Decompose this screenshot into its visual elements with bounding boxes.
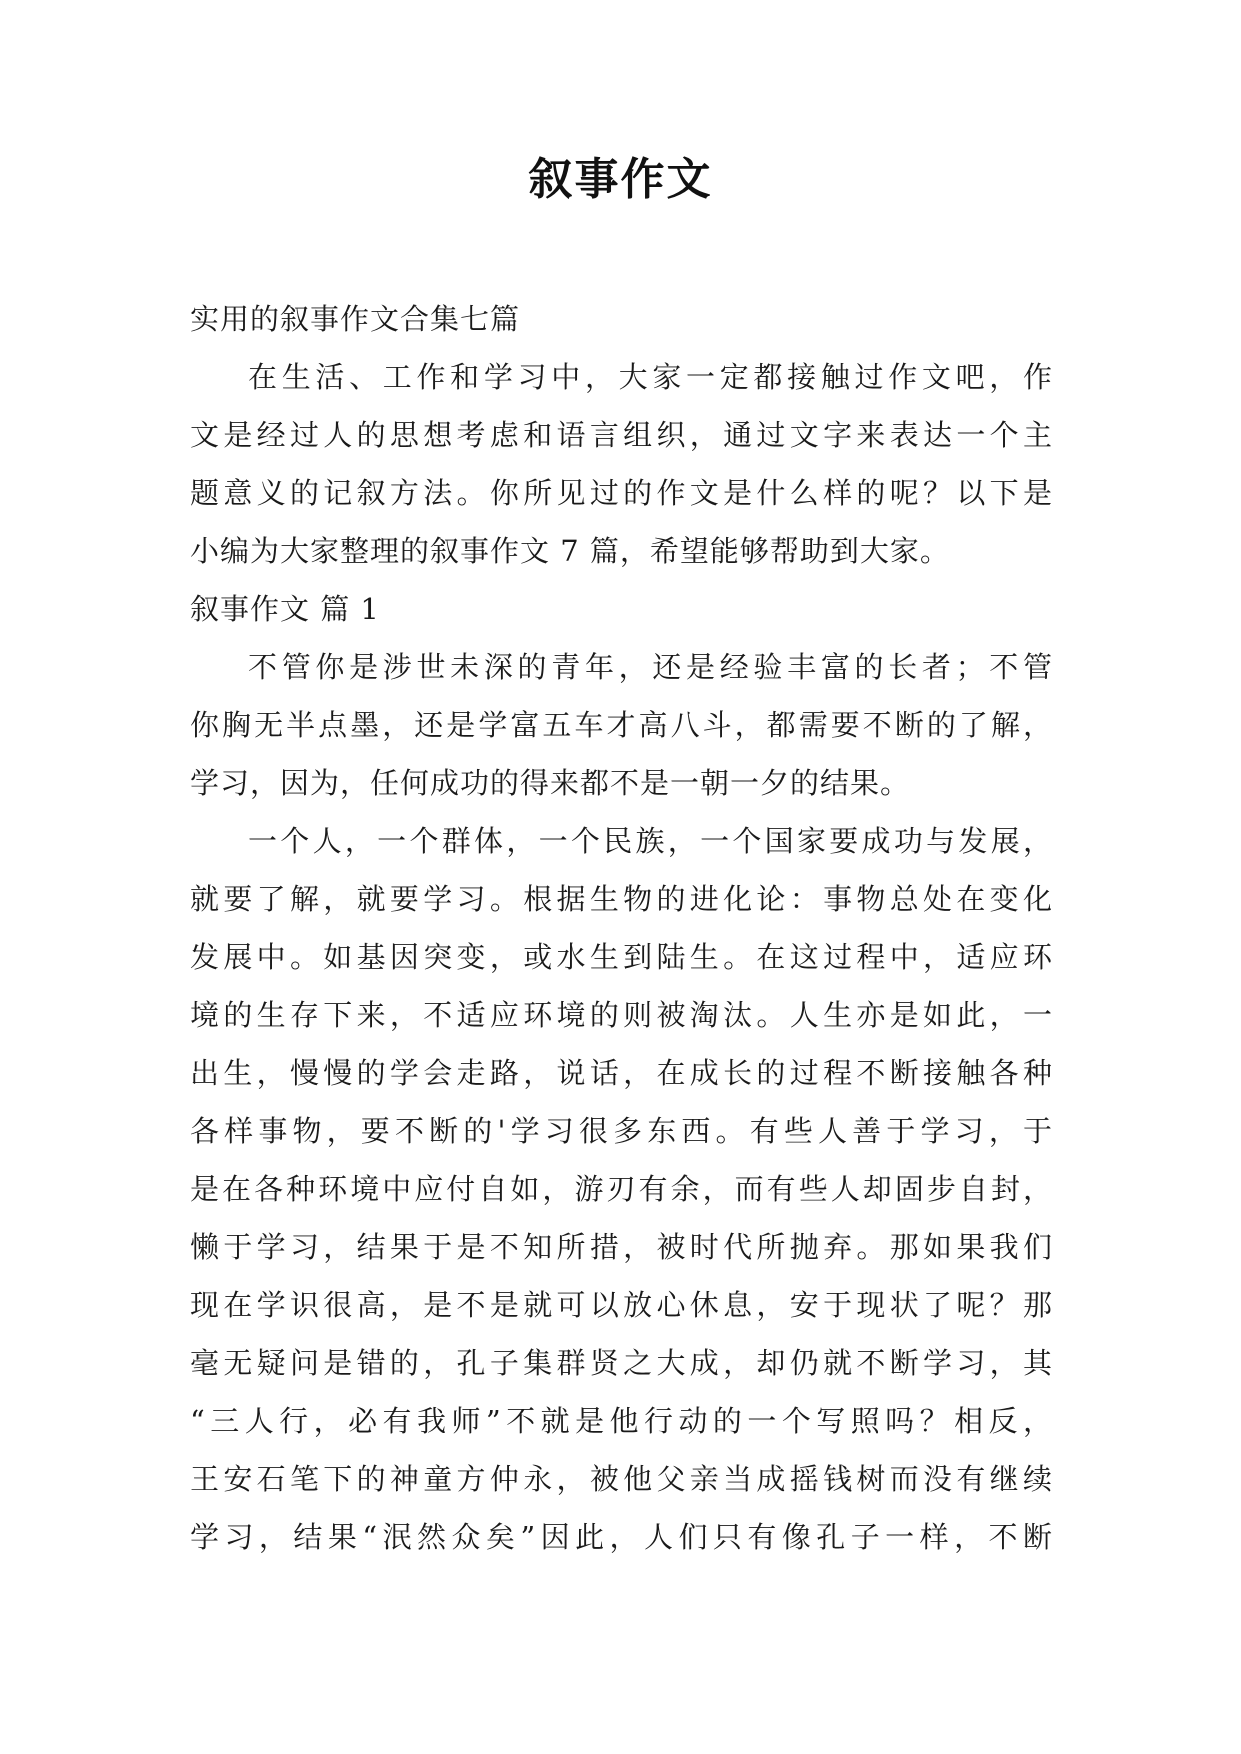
text-line: 学习，结果“泯然众矣”因此，人们只有像孔子一样，不断 — [190, 1520, 1052, 1554]
text-line: 境的生存下来，不适应环境的则被淘汰。人生亦是如此，一 — [190, 998, 1052, 1032]
text-line: 就要了解，就要学习。根据生物的进化论：事物总处在变化 — [190, 882, 1052, 916]
text-line: 你胸无半点墨，还是学富五车才高八斗，都需要不断的了解， — [190, 708, 1052, 742]
text-line: 是在各种环境中应付自如，游刃有余，而有些人却固步自封， — [190, 1172, 1052, 1206]
text-line: 发展中。如基因突变，或水生到陆生。在这过程中，适应环 — [190, 940, 1052, 974]
document-title: 叙事作文 — [528, 154, 713, 205]
text-line: 毫无疑问是错的，孔子集群贤之大成，却仍就不断学习，其 — [190, 1346, 1052, 1380]
text-line: “三人行，必有我师”不就是他行动的一个写照吗？相反， — [190, 1404, 1052, 1438]
text-line: 出生，慢慢的学会走路，说话，在成长的过程不断接触各种 — [190, 1056, 1052, 1090]
text-line: 现在学识很高，是不是就可以放心休息，安于现状了呢？那 — [190, 1288, 1052, 1322]
text-line: 小编为大家整理的叙事作文 7 篇，希望能够帮助到大家。 — [190, 534, 950, 568]
text-line: 实用的叙事作文合集七篇 — [190, 302, 521, 336]
text-line: 文是经过人的思想考虑和语言组织，通过文字来表达一个主 — [190, 418, 1052, 452]
text-line: 不管你是涉世未深的青年，还是经验丰富的长者；不管 — [248, 650, 1052, 684]
text-line: 在生活、工作和学习中，大家一定都接触过作文吧，作 — [248, 360, 1052, 394]
text-line: 一个人，一个群体，一个民族，一个国家要成功与发展， — [248, 824, 1052, 858]
text-line: 懒于学习，结果于是不知所措，被时代所抛弃。那如果我们 — [190, 1230, 1052, 1264]
text-line: 叙事作文 篇 1 — [190, 592, 380, 626]
text-line: 题意义的记叙方法。你所见过的作文是什么样的呢？以下是 — [190, 476, 1052, 510]
text-line: 各样事物，要不断的'学习很多东西。有些人善于学习，于 — [190, 1114, 1052, 1148]
text-line: 学习，因为，任何成功的得来都不是一朝一夕的结果。 — [190, 766, 911, 800]
document-body — [190, 290, 1052, 1566]
text-line: 王安石笔下的神童方仲永，被他父亲当成摇钱树而没有继续 — [190, 1462, 1052, 1496]
